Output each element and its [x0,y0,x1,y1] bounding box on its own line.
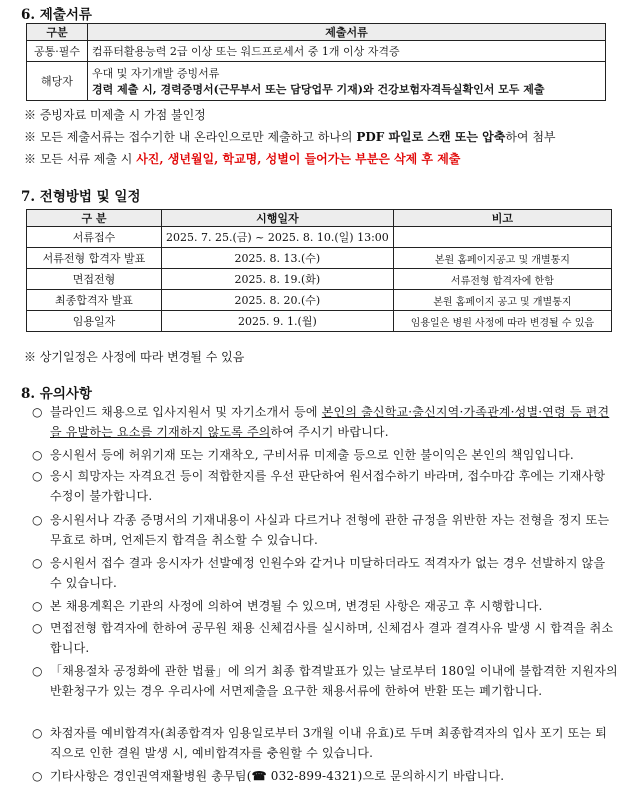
bullet-icon: ○ [32,726,43,740]
schedule-date: 2025. 8. 20.(수) [162,290,394,311]
list-item [32,661,618,701]
note-proof-docs: ※ 증빙자료 미제출 시 가점 불인정 [24,108,206,122]
list-item [32,445,618,465]
bullet-icon: ○ [32,448,43,462]
schedule-date: 2025. 8. 13.(수) [162,248,394,269]
note-delete-text-a: ※ 모든 서류 제출 시 [24,152,137,166]
item-text: 본 채용계획은 기관의 사정에 의하여 변경될 수 있으며, 변경된 사항은 재공고 후 시행합니다. [50,599,543,613]
bullet-icon: ○ [32,513,43,527]
bullet-icon: ○ [32,405,43,419]
bullet-icon: ○ [32,621,43,635]
schedule-category: 서류전형 합격자 발표 [27,248,162,269]
note-schedule-change: ※ 상기일정은 사정에 따라 변경될 수 있음 [24,350,245,364]
item-text: 면접전형 합격자에 한하여 공무원 채용 신체검사를 실시하며, 신체검사 결과 결격사유 발생 시 합격을 취소합니다. [50,621,614,655]
schedule-table [26,209,612,332]
schedule-remark: 서류전형 합격자에 한함 [393,269,611,290]
item-text-underlined: 본인의 출신학교·출신지역·가족관계·성별·연령 등 편견을 유발하는 요소를 기재하지 않도록 주의 [50,405,610,439]
list-item [32,553,618,593]
table-row [27,248,612,269]
list-item [32,402,618,442]
note-pdf-submit [24,128,556,145]
note-pdf-text-a: ※ 모든 제출서류는 접수기한 내 온라인으로만 제출하고 하나의 [24,130,357,144]
item-text: 기타사항은 경인권역재활병원 총무팀( [50,769,252,783]
section-8-title: 8. 유의사항 [21,386,92,402]
item-text: 블라인드 채용으로 입사지원서 및 자기소개서 등에 [50,405,322,419]
list-item [32,466,618,506]
header-date: 시행일자 [162,210,394,227]
note-delete-text-b: 사진, 생년월일, 학교명, 성별이 들어가는 부분은 삭제 후 제출 [136,152,461,166]
note-pdf-text-c: 하여 첨부 [505,130,556,144]
table-header-row [27,24,606,41]
phone-icon: ☎ [251,769,267,783]
table-row [27,269,612,290]
header-documents: 제출서류 [88,24,606,41]
schedule-date: 2025. 8. 19.(화) [162,269,394,290]
schedule-category: 최종합격자 발표 [27,290,162,311]
schedule-date: 2025. 9. 1.(월) [162,311,394,332]
schedule-category: 서류접수 [27,227,162,248]
section-7-title: 7. 전형방법 및 일정 [21,189,141,205]
table-row [27,290,612,311]
header-remark: 비고 [393,210,611,227]
item-text: 응시원서나 각종 증명서의 기재내용이 사실과 다르거나 전형에 관한 규정을 위반한 자는 전형을 정지 또는 무효로 하며, 언제든지 합격을 취소할 수 있습니다. [50,513,610,547]
schedule-category: 임용일자 [27,311,162,332]
bullet-icon: ○ [32,599,43,613]
row-content-line1: 우대 및 자기개발 증빙서류 [92,67,220,80]
schedule-date: 2025. 7. 25.(금) ~ 2025. 8. 10.(일) 13:00 [162,227,394,248]
header-category: 구분 [27,24,88,41]
bullet-icon: ○ [32,556,43,570]
item-text: 032-899-4321)으로 문의하시기 바랍니다. [266,769,505,783]
table-row [27,62,606,101]
item-text: 하여 주시기 바랍니다. [270,425,389,439]
schedule-remark: 본원 홈페이지 공고 및 개별통지 [393,290,611,311]
header-category: 구 분 [27,210,162,227]
list-item [32,723,618,763]
note-delete-info [24,150,460,167]
item-text: 응시 희망자는 자격요건 등이 적합한지를 우선 판단하여 원서접수하기 바라며, 접수마감 후에는 기재사항 수정이 불가합니다. [50,469,606,503]
note-pdf-text-b: PDF 파일로 스캔 또는 압축 [356,130,506,144]
item-text: 응시원서 접수 결과 응시자가 선발예정 인원수와 같거나 미달하더라도 적격자가 없는 경우 선발하지 않을 수 있습니다. [50,556,606,590]
bullet-icon: ○ [32,664,43,678]
list-item [32,596,618,616]
table-header-row [27,210,612,227]
schedule-remark: 본원 홈페이지공고 및 개별통지 [393,248,611,269]
row-content-line2: 경력 제출 시, 경력증명서(근무부서 또는 담당업무 기재)와 건강보험자격득실확인서 모두 제출 [92,83,545,96]
item-text: 차점자를 예비합격자(최종합격자 임용일로부터 3개월 이내 유효)로 두며 최종합격자의 입사 포기 또는 퇴직으로 인한 결원 발생 시, 예비합격자를 충원할 수 있습니다. [50,726,608,760]
item-text: 응시원서 등에 허위기재 또는 기재착오, 구비서류 미제출 등으로 인한 불이익은 본인의 책임입니다. [50,448,574,462]
list-item [32,510,618,550]
row-content: 컴퓨터활용능력 2급 이상 또는 워드프로세서 중 1개 이상 자격증 [88,41,606,62]
documents-table [26,23,606,101]
row-label: 공통·필수 [27,41,88,62]
section-6-title: 6. 제출서류 [21,7,92,23]
schedule-category: 면접전형 [27,269,162,290]
bullet-icon: ○ [32,769,43,783]
table-row [27,311,612,332]
item-text: 「채용절차 공정화에 관한 법률」에 의거 최종 합격발표가 있는 날로부터 180일 이내에 불합격한 지원자의 반환청구가 있는 경우 우리사에 서면제출을 요구한 채용서류에 한하여 반환 또는 폐기합니다. [50,664,618,698]
table-row [27,41,606,62]
table-row [27,227,612,248]
list-item [32,618,618,658]
schedule-remark: 임용일은 병원 사정에 따라 변경될 수 있음 [393,311,611,332]
row-label: 해당자 [27,62,88,101]
row-content [88,62,606,101]
list-item [32,766,618,786]
schedule-remark [393,227,611,248]
bullet-icon: ○ [32,469,43,483]
